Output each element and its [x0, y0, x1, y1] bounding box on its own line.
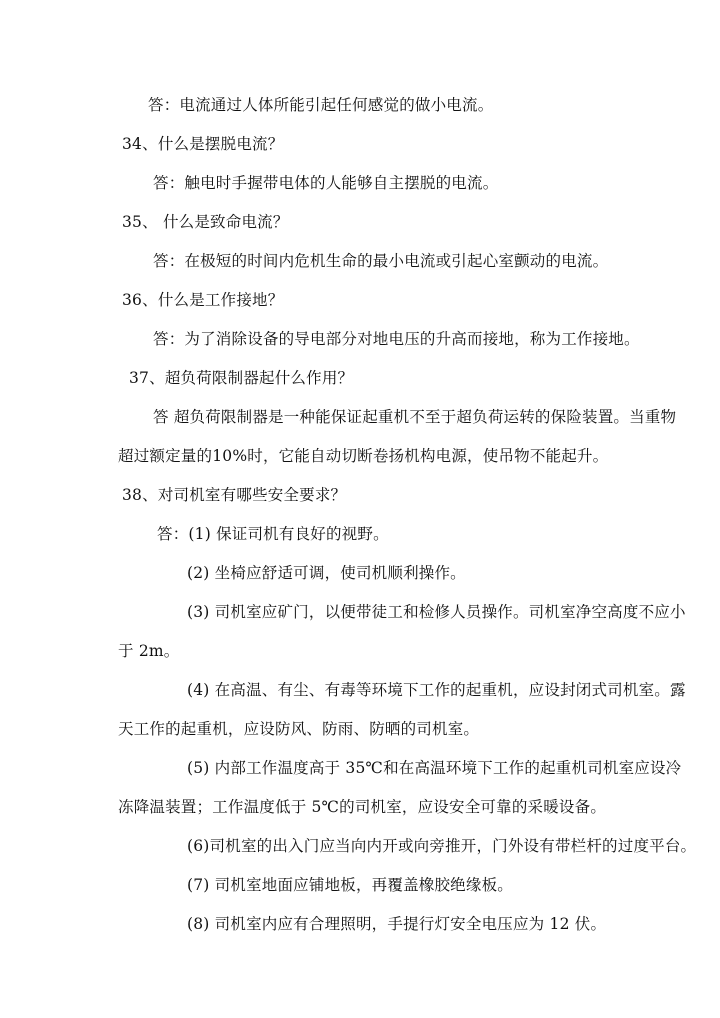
answer-38-item-4-line-2: 天工作的起重机，应设防风、防雨、防晒的司机室。	[118, 720, 480, 738]
answer-37-line-2: 超过额定量的10%时，它能自动切断卷扬机构电源，使吊物不能起升。	[118, 447, 609, 465]
answer-35: 答：在极短的时间内危机生命的最小电流或引起心室颤动的电流。	[153, 252, 609, 270]
answer-38-item-6: (6)司机室的出入门应当向内开或向旁推开，门外设有带栏杆的过度平台。	[187, 837, 697, 855]
answer-38-item-3-line-2: 于 2m。	[118, 642, 180, 660]
answer-38-item-4-line-1: (4) 在高温、有尘、有毒等环境下工作的起重机，应设封闭式司机室。露	[187, 681, 686, 699]
answer-38-item-8: (8) 司机室内应有合理照明，手提行灯安全电压应为 12 伏。	[187, 915, 607, 933]
answer-37-line-1: 答 超负荷限制器是一种能保证起重机不至于超负荷运转的保险装置。当重物	[153, 408, 677, 426]
answer-33: 答：电流通过人体所能引起任何感觉的做小电流。	[148, 96, 494, 114]
answer-38-item-7: (7) 司机室地面应铺地板，再覆盖橡胶绝缘板。	[187, 876, 513, 894]
question-38: 38、对司机室有哪些安全要求？	[122, 486, 347, 504]
answer-38-item-1: 答：(1) 保证司机有良好的视野。	[157, 525, 389, 543]
answer-38-item-5-line-1: (5) 内部工作温度高于 35℃和在高温环境下工作的起重机司机室应设冷	[187, 759, 682, 777]
question-36: 36、什么是工作接地？	[122, 291, 284, 309]
answer-36: 答：为了消除设备的导电部分对地电压的升高而接地，称为工作接地。	[153, 330, 640, 348]
question-37: 37、超负荷限制器起什么作用？	[129, 369, 354, 387]
answer-38-item-3-line-1: (3) 司机室应矿门，以便带徒工和检修人员操作。司机室净空高度不应小	[187, 603, 686, 621]
answer-38-item-2: (2) 坐椅应舒适可调，使司机顺利操作。	[187, 564, 466, 582]
answer-38-item-5-line-2: 冻降温装置；工作温度低于 5℃的司机室，应设安全可靠的采暖设备。	[118, 798, 607, 816]
question-34: 34、什么是摆脱电流？	[122, 135, 284, 153]
answer-34: 答：触电时手握带电体的人能够自主摆脱的电流。	[153, 174, 499, 192]
question-35: 35、 什么是致命电流？	[122, 213, 289, 231]
